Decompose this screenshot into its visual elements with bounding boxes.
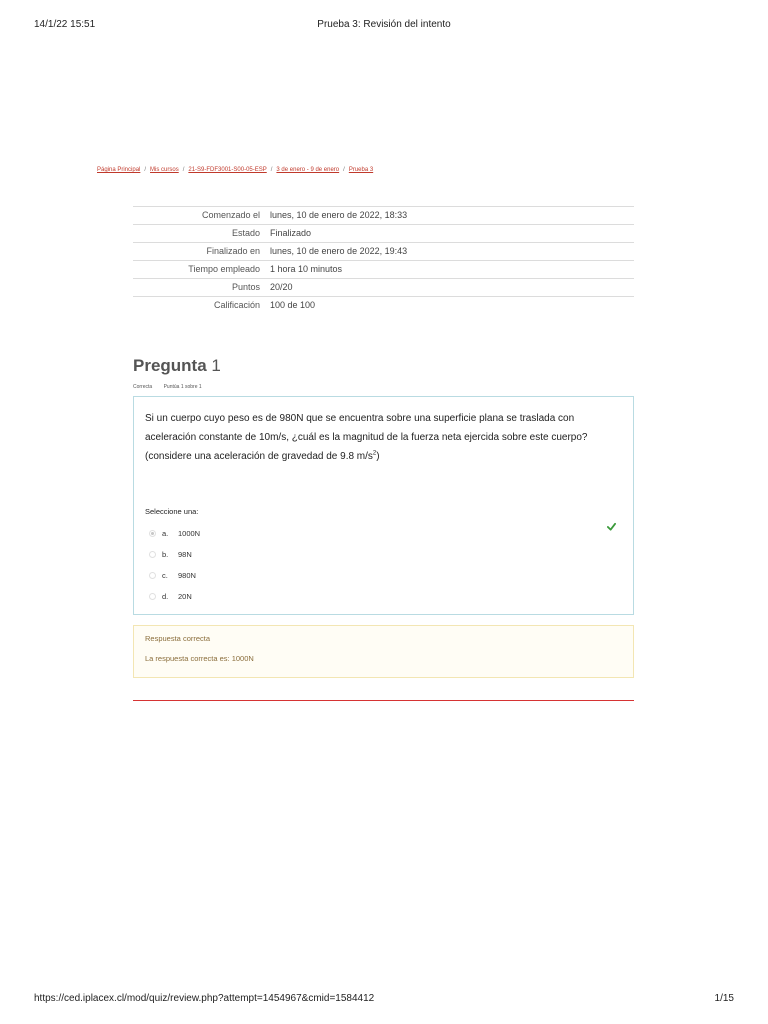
summary-value: lunes, 10 de enero de 2022, 18:33 [266, 207, 634, 225]
check-icon [607, 522, 616, 531]
option-label: 1000N [178, 529, 201, 538]
question-content-box [133, 396, 634, 615]
summary-row [133, 225, 634, 243]
radio-button[interactable] [149, 530, 156, 537]
option-letter: d. [162, 592, 169, 601]
breadcrumb: Página Principal / Mis cursos / 21-S9-FDF3001-S00-05-ESP / 3 de enero - 9 de enero / Prueba 3 [97, 167, 374, 173]
summary-row [133, 279, 634, 297]
summary-label: Finalizado en [133, 243, 266, 261]
summary-value: 1 hora 10 minutos [266, 261, 634, 279]
superscript: 2 [372, 450, 377, 457]
breadcrumb-week-link[interactable]: 3 de enero - 9 de enero [276, 167, 340, 173]
answer-option-a[interactable] [149, 523, 200, 544]
question-info [133, 384, 202, 390]
option-letter: a. [162, 529, 169, 538]
summary-value: Finalizado [266, 225, 634, 243]
question-text: Si un cuerpo cuyo peso es de 980N que se encuentra sobre una superficie plana se traslada con aceleración constante de 10m/s, ¿cuál es la magnitud de la fuerza neta ejercida sobre este cuerpo? (considere una aceleración de gravedad de 9.8 $m/s^2$) [145, 413, 588, 462]
summary-label: Tiempo empleado [133, 261, 266, 279]
summary-row [133, 207, 634, 225]
breadcrumb-my-courses-link[interactable]: Mis cursos [150, 167, 179, 173]
print-datetime: 14/1/22 15:51 [34, 19, 96, 30]
summary-label: Estado [133, 225, 266, 243]
radio-button[interactable] [149, 593, 156, 600]
print-page-title: Prueba 3: Revisión del intento [317, 19, 451, 30]
question-heading-word: Pregunta [133, 356, 207, 375]
print-footer [34, 993, 734, 1007]
question-number: 1 [211, 356, 221, 375]
radio-button[interactable] [149, 551, 156, 558]
question-heading [133, 356, 221, 376]
feedback-correct-answer: La respuesta correcta es: 1000N [145, 654, 254, 663]
summary-label: Puntos [133, 279, 266, 297]
summary-row [133, 243, 634, 261]
summary-label: Comenzado el [133, 207, 266, 225]
answer-option-b[interactable] [149, 544, 200, 565]
section-divider [133, 700, 634, 701]
print-page-number: 1/15 [714, 993, 734, 1004]
option-label: 20N [178, 592, 192, 601]
radio-button[interactable] [149, 572, 156, 579]
breadcrumb-course-link[interactable]: 21-S9-FDF3001-S00-05-ESP [188, 167, 267, 173]
option-letter: c. [162, 571, 168, 580]
print-header [34, 19, 734, 33]
summary-value: 20/20 [266, 279, 634, 297]
question-score: Puntúa 1 sobre 1 [163, 384, 202, 390]
print-url: https://ced.iplacex.cl/mod/quiz/review.php?attempt=1454967&cmid=1584412 [34, 993, 375, 1004]
answer-option-d[interactable] [149, 586, 200, 607]
attempt-summary-table [133, 206, 634, 314]
option-label: 98N [178, 550, 192, 559]
breadcrumb-quiz-link[interactable]: Prueba 3 [348, 167, 374, 173]
option-letter: b. [162, 550, 169, 559]
feedback-result: Respuesta correcta [145, 634, 211, 643]
breadcrumb-home-link[interactable]: Página Principal [97, 167, 141, 173]
select-one-label: Seleccione una: [145, 507, 199, 516]
answer-option-c[interactable] [149, 565, 200, 586]
question-status: Correcta [133, 384, 153, 390]
option-label: 980N [178, 571, 196, 580]
feedback-box [133, 625, 634, 678]
summary-value: 100 de 100 [266, 297, 634, 315]
summary-row [133, 261, 634, 279]
summary-label: Calificación [133, 297, 266, 315]
summary-value: lunes, 10 de enero de 2022, 19:43 [266, 243, 634, 261]
summary-row [133, 297, 634, 315]
answer-options [149, 523, 200, 607]
